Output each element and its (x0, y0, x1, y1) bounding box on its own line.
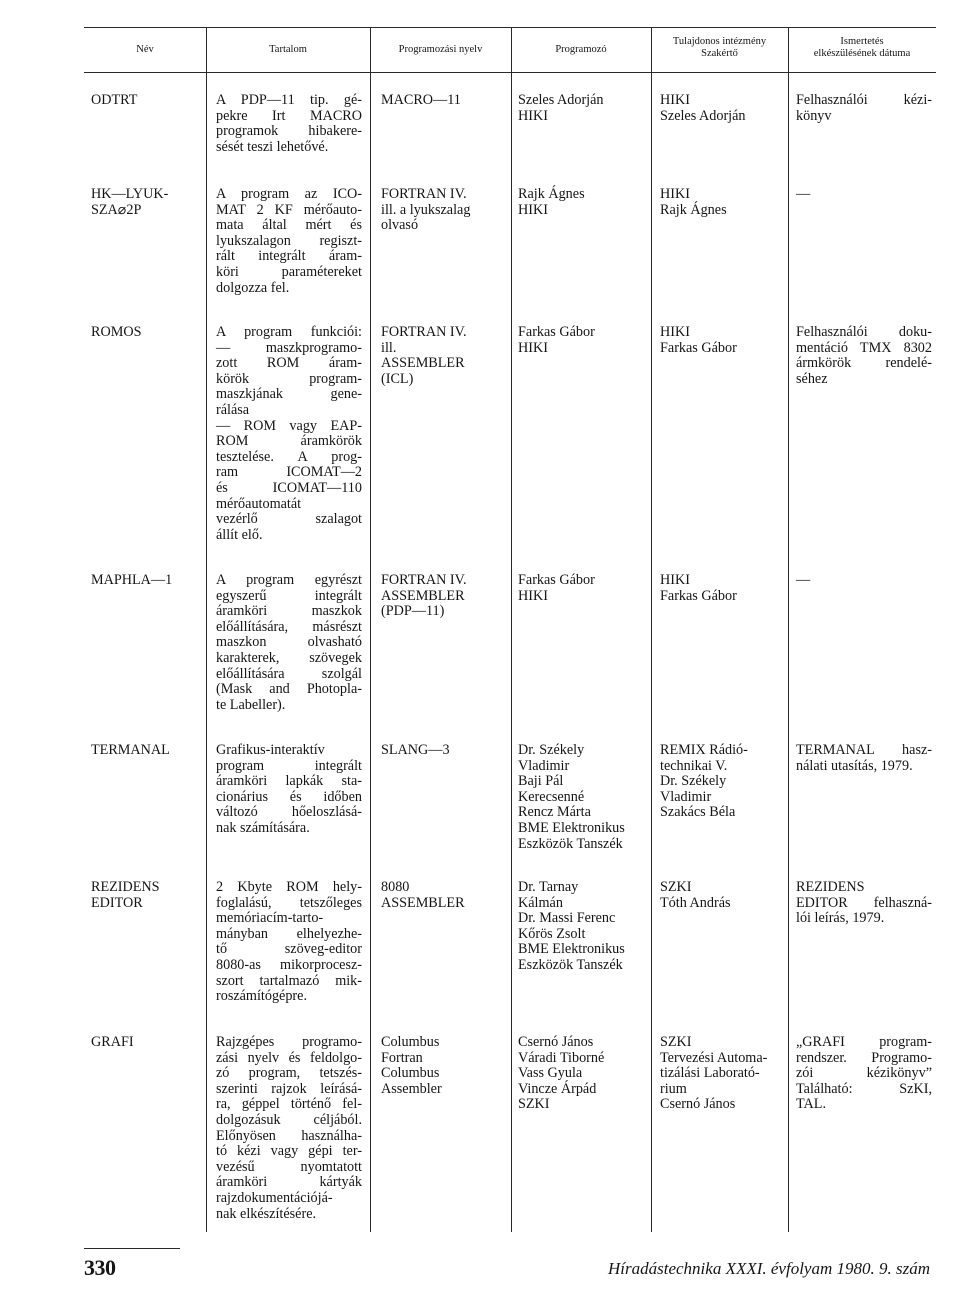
cell-content (216, 880, 362, 1005)
cell-line: szerinti rajzok leírásá- (216, 1080, 362, 1097)
cell-line: MAT 2 KF mérőauto- (216, 201, 362, 218)
cell-desc (796, 880, 932, 927)
cell-line: HIKI (660, 186, 690, 202)
cell-line: ODTRT (91, 92, 138, 108)
cell-line: vezérlő szalagot (216, 511, 362, 528)
cell-line: Rajzgépes programo- (216, 1034, 362, 1050)
cell-name (91, 93, 203, 109)
cell-line: Farkas Gábor (518, 572, 595, 588)
cell-line: Előnyösen használha- (216, 1127, 362, 1144)
cell-line: Dr. Massi Ferenc (518, 910, 616, 927)
cell-line: sését teszi lehetővé. (216, 138, 329, 155)
cell-line: Csernó János (660, 1096, 736, 1113)
cell-line: ill. a lyukszalag (381, 201, 471, 218)
cell-line: áramköri lapkák sta- (216, 773, 362, 790)
cell-line: és ICOMAT—110 (216, 479, 362, 496)
cell-line: Vladimir (660, 788, 712, 805)
cell-line: MAPHLA—1 (91, 572, 173, 588)
cell-line: karakterek, szövegek (216, 649, 362, 666)
cell-line: Szakács Béla (660, 804, 736, 821)
cell-line: A PDP—11 tip. gé- (216, 92, 362, 108)
cell-line: Vass Gyula (518, 1065, 583, 1082)
cell-line: Fortran (381, 1049, 423, 1066)
header-content (206, 44, 370, 56)
cell-line: Rencz Márta (518, 804, 591, 821)
header-language-text: Programozási nyelv (398, 44, 483, 55)
cell-owner (660, 93, 784, 124)
cell-line: mata által mért és (216, 217, 362, 234)
cell-line: nak elkészítésére. (216, 1205, 317, 1222)
cell-programmer (518, 743, 648, 852)
cell-language (381, 187, 507, 234)
cell-line: lói leírás, 1979. (796, 910, 885, 927)
header-top-rule (84, 27, 936, 28)
journal-footer: Híradástechnika XXXI. évfolyam 1980. 9. szám (608, 1259, 930, 1278)
cell-line: vezésű nyomtatott (216, 1158, 362, 1175)
cell-line: roszámítógépre. (216, 988, 307, 1005)
cell-line: zó program, tetszés- (216, 1065, 362, 1082)
cell-line: Található: SzKI, (796, 1080, 932, 1097)
cell-content (216, 187, 362, 296)
cell-line: TERMANAL hasz- (796, 742, 932, 758)
cell-line: Assembler (381, 1080, 442, 1097)
cell-line: ram ICOMAT—2 (216, 464, 362, 481)
cell-line: zási nyelv és feldolgo- (216, 1049, 362, 1066)
page-number: 330 (84, 1255, 116, 1280)
cell-line: — (796, 186, 811, 202)
cell-line: Kerecsenné (518, 788, 585, 805)
cell-desc (796, 573, 932, 589)
cell-line: ASSEMBLER (381, 587, 465, 604)
header-language (370, 44, 511, 56)
cell-line: SZA⌀2P (91, 201, 142, 218)
cell-line: rendszer. Programo- (796, 1049, 932, 1066)
cell-line: nak számítására. (216, 819, 310, 836)
cell-line: zói kézikönyv” (796, 1065, 932, 1082)
header-programmer-text: Programozó (555, 44, 607, 55)
cell-line: EDITOR (91, 894, 143, 911)
cell-line: olvasó (381, 217, 419, 234)
cell-line: Felhasználói kézi- (796, 92, 932, 108)
cell-line: program integrált (216, 757, 362, 774)
cell-content (216, 743, 362, 837)
cell-name (91, 573, 203, 589)
cell-line: REZIDENS (796, 879, 865, 895)
header-bottom-rule (84, 72, 936, 73)
cell-content (216, 1035, 362, 1222)
cell-line: Eszközök Tanszék (518, 956, 623, 973)
cell-line: (Mask and Photopla- (216, 681, 362, 698)
cell-language (381, 880, 507, 911)
cell-line: A program funkciói: (216, 324, 362, 340)
cell-line: rajzdokumentációjá- (216, 1189, 333, 1206)
cell-line: HIKI (660, 324, 690, 340)
cell-name (91, 325, 203, 341)
cell-line: rálása (216, 401, 250, 418)
cell-line: zott ROM áram- (216, 355, 362, 372)
cell-line: Váradi Tiborné (518, 1049, 605, 1066)
cell-line: Vincze Árpád (518, 1080, 597, 1097)
cell-language (381, 1035, 507, 1097)
header-desc (788, 36, 936, 60)
cell-line: „GRAFI program- (796, 1034, 932, 1050)
cell-line: lyukszalagon regiszt- (216, 232, 362, 249)
cell-line: áramköri kártyák (216, 1174, 362, 1191)
cell-line: — ROM vagy EAP- (216, 417, 362, 434)
cell-line: maszkon olvasható (216, 634, 362, 651)
cell-line: változó hőeloszlásá- (216, 804, 362, 821)
cell-line: Rajk Ágnes (660, 201, 727, 218)
cell-line: nálati utasítás, 1979. (796, 757, 913, 774)
cell-line: áramköri maszkok (216, 603, 362, 620)
cell-line: Tóth András (660, 894, 731, 911)
cell-programmer (518, 93, 648, 124)
cell-line: mentáció TMX 8302 (796, 339, 932, 356)
cell-line: Kálmán (518, 894, 563, 911)
cell-content (216, 325, 362, 543)
cell-owner (660, 743, 784, 821)
cell-owner (660, 880, 784, 911)
cell-programmer (518, 573, 648, 604)
cell-line: dolgozza fel. (216, 279, 290, 296)
cell-line: Tervezési Automa- (660, 1049, 768, 1066)
cell-line: ill. (381, 339, 397, 356)
cell-line: TAL. (796, 1096, 826, 1113)
cell-line: foglalású, tetszőleges (216, 894, 362, 911)
cell-line: te Labeller). (216, 696, 286, 713)
cell-line: programok hibakere- (216, 123, 362, 140)
cell-line: GRAFI (91, 1034, 134, 1050)
cell-line: technikai V. (660, 757, 728, 774)
cell-line: Kőrös Zsolt (518, 925, 586, 942)
cell-line: SZKI (660, 1034, 692, 1050)
cell-line: könyv (796, 107, 832, 124)
cell-line: Szeles Adorján (660, 107, 746, 124)
cell-name (91, 187, 203, 218)
cell-line: előállítására, másrészt (216, 618, 362, 635)
cell-programmer (518, 325, 648, 356)
cell-line: (ICL) (381, 370, 414, 387)
cell-line: FORTRAN IV. (381, 186, 467, 202)
cell-line: Eszközök Tanszék (518, 835, 623, 852)
cell-line: — maszkprogramo- (216, 339, 362, 356)
cell-line: ASSEMBLER (381, 355, 465, 372)
header-content-text: Tartalom (269, 44, 307, 55)
cell-line: MACRO—11 (381, 92, 461, 108)
cell-line: BME Elektronikus (518, 941, 625, 958)
cell-line: EDITOR felhaszná- (796, 894, 932, 911)
cell-line: pekre Irt MACRO (216, 107, 362, 124)
cell-line: A program egyrészt (216, 572, 362, 588)
cell-line: tizálási Laborató- (660, 1065, 760, 1082)
cell-line: tó kézi vagy gépi ter- (216, 1143, 362, 1160)
cell-owner (660, 325, 784, 356)
cell-line: REMIX Rádió- (660, 742, 748, 758)
cell-line: Columbus (381, 1034, 440, 1050)
cell-line: 8080-as mikorprocesz- (216, 956, 362, 973)
cell-name (91, 1035, 203, 1051)
cell-line: mérőautomatát (216, 495, 302, 512)
cell-line: REZIDENS (91, 879, 160, 895)
cell-line: tesztelése. A prog- (216, 448, 362, 465)
cell-line: állít elő. (216, 526, 263, 543)
cell-line: 8080 (381, 879, 410, 895)
cell-line: köri paramétereket (216, 263, 362, 280)
cell-line: BME Elektronikus (518, 819, 625, 836)
column-divider (788, 27, 789, 1232)
cell-programmer (518, 187, 648, 218)
header-owner-line1: Tulajdonos intézmény (672, 36, 767, 47)
cell-line: ra, géppel történő fel- (216, 1096, 362, 1113)
cell-line: Baji Pál (518, 773, 564, 790)
cell-line: (PDP—11) (381, 603, 445, 620)
cell-line: Csernó János (518, 1034, 594, 1050)
column-divider (370, 27, 371, 1232)
cell-line: FORTRAN IV. (381, 324, 467, 340)
cell-language (381, 325, 507, 387)
cell-line: tő szöveg-editor (216, 941, 362, 958)
cell-line: HIKI (518, 339, 548, 356)
header-name (84, 44, 206, 56)
cell-line: SZKI (660, 879, 692, 895)
header-programmer (511, 44, 651, 56)
cell-line: ROMOS (91, 324, 142, 340)
cell-line: HIKI (518, 201, 548, 218)
cell-desc (796, 93, 932, 124)
header-desc-line1: Ismertetés (840, 36, 884, 47)
cell-line: Dr. Tarnay (518, 879, 579, 895)
cell-language (381, 93, 507, 109)
cell-line: HIKI (660, 572, 690, 588)
cell-line: Farkas Gábor (660, 339, 737, 356)
cell-line: Vladimir (518, 757, 570, 774)
cell-content (216, 93, 362, 155)
cell-line: Szeles Adorján (518, 92, 604, 108)
header-owner-line2: Szakértő (701, 48, 738, 59)
cell-line: HIKI (518, 107, 548, 124)
cell-line: séhez (796, 370, 828, 387)
cell-programmer (518, 880, 648, 974)
cell-line: maszkjának gene- (216, 386, 362, 403)
column-divider (511, 27, 512, 1232)
cell-line: szort tartalmazó mik- (216, 972, 362, 989)
cell-line: Dr. Székely (660, 773, 727, 790)
cell-line: Farkas Gábor (518, 324, 595, 340)
cell-line: Columbus (381, 1065, 440, 1082)
cell-line: TERMANAL (91, 742, 170, 758)
cell-line: körök program- (216, 370, 362, 387)
cell-line: ármkörök rendelé- (796, 355, 932, 372)
cell-line: HIKI (660, 92, 690, 108)
cell-line: 2 Kbyte ROM hely- (216, 879, 362, 895)
cell-line: Rajk Ágnes (518, 186, 585, 202)
cell-owner (660, 187, 784, 218)
cell-line: SZKI (518, 1096, 550, 1113)
cell-line: dolgozásuk céljából. (216, 1111, 362, 1128)
cell-line: Dr. Székely (518, 742, 585, 758)
cell-line: FORTRAN IV. (381, 572, 467, 588)
cell-owner (660, 573, 784, 604)
cell-desc (796, 325, 932, 387)
cell-line: A program az ICO- (216, 186, 362, 202)
cell-line: cionárius és időben (216, 788, 362, 805)
cell-line: ROM áramkörök (216, 433, 362, 450)
cell-desc (796, 1035, 932, 1113)
cell-line: rium (660, 1080, 687, 1097)
column-divider (651, 27, 652, 1232)
header-name-text: Név (136, 44, 154, 55)
cell-language (381, 743, 507, 759)
header-owner (651, 36, 788, 60)
cell-programmer (518, 1035, 648, 1113)
column-divider (206, 27, 207, 1232)
cell-line: egyszerű integrált (216, 587, 362, 604)
cell-line: HIKI (518, 587, 548, 604)
cell-line: ASSEMBLER (381, 894, 465, 911)
cell-line: Felhasználói doku- (796, 324, 932, 340)
cell-line: Grafikus-interaktív (216, 742, 325, 758)
cell-owner (660, 1035, 784, 1113)
cell-line: memóriacím-tarto- (216, 910, 324, 927)
cell-line: Farkas Gábor (660, 587, 737, 604)
cell-name (91, 743, 203, 759)
cell-line: — (796, 572, 811, 588)
cell-desc (796, 187, 932, 203)
cell-language (381, 573, 507, 620)
cell-line: rált integrált áram- (216, 248, 362, 265)
cell-desc (796, 743, 932, 774)
cell-content (216, 573, 362, 713)
cell-line: mányban elhelyezhe- (216, 925, 362, 942)
cell-line: HK—LYUK- (91, 186, 169, 202)
footer-rule (84, 1248, 180, 1249)
cell-line: előállítására szolgál (216, 665, 362, 682)
cell-line: SLANG—3 (381, 742, 450, 758)
header-desc-line2: elkészülésének dátuma (813, 48, 911, 59)
cell-name (91, 880, 203, 911)
